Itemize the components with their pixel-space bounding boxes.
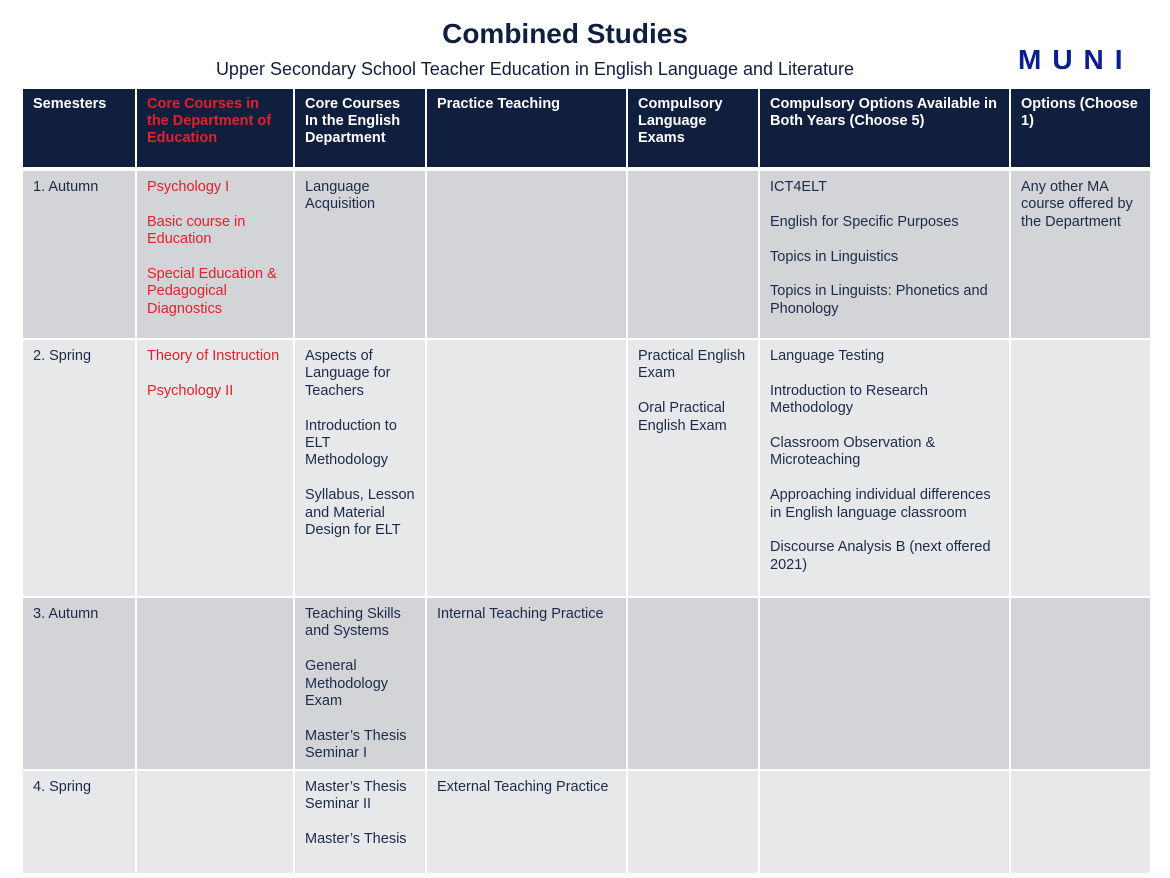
course-item: Any other MA course offered by the Department	[1021, 179, 1133, 230]
cell-english-courses	[294, 770, 426, 874]
cell-education-courses	[136, 169, 294, 339]
course-item: Internal Teaching Practice	[437, 606, 604, 622]
cell-practice-teaching	[426, 339, 627, 597]
muni-logo: MUNI	[1018, 44, 1134, 75]
column-header-exams: Compulsory Language Exams	[627, 89, 759, 169]
course-item: Language Testing	[770, 348, 885, 364]
course-item: External Teaching Practice	[437, 778, 609, 795]
page-title: Combined Studies	[442, 18, 688, 49]
course-item: English for Specific Purposes	[770, 213, 959, 230]
course-item: Psychology I	[147, 179, 230, 195]
course-item: Aspects of Language for Teachers	[305, 348, 391, 399]
cell-semester: 1. Autumn	[22, 169, 136, 339]
course-item: Discourse Analysis B (next offered 2021)	[770, 539, 991, 573]
course-item: Oral Practical English Exam	[638, 400, 727, 434]
column-header-compulsory-options: Compulsory Options Available in Both Years (Choose 5)	[759, 89, 1010, 169]
cell-semester: 2. Spring	[22, 339, 136, 597]
course-item: Practical English Exam	[638, 348, 746, 382]
cell-options	[1010, 597, 1151, 770]
course-item: Classroom Observation & Microteaching	[770, 435, 936, 469]
column-header-semesters: Semesters	[22, 89, 136, 169]
cell-english-courses	[294, 169, 426, 339]
course-item: Theory of Instruction	[147, 348, 280, 364]
cell-options	[1010, 770, 1151, 874]
column-header-english: Core Courses In the English Department	[294, 89, 426, 169]
course-item: Topics in Linguistics	[770, 248, 899, 265]
cell-english-courses	[294, 597, 426, 770]
cell-semester: 3. Autumn	[22, 597, 136, 770]
cell-language-exams	[627, 770, 759, 874]
course-item: Master’s Thesis	[305, 830, 407, 847]
table-row	[22, 597, 1151, 770]
course-item: Teaching Skills and Systems	[305, 606, 401, 640]
cell-compulsory-options	[759, 339, 1010, 597]
column-header-education: Core Courses in the Department of Education	[136, 89, 294, 169]
course-item: Master’s Thesis Seminar I	[305, 727, 407, 762]
column-header-options: Options (Choose 1)	[1010, 89, 1151, 169]
course-item: Introduction to Research Methodology	[770, 382, 928, 417]
course-item: Special Education & Pedagogical Diagnostics	[147, 266, 277, 317]
course-item: Language Acquisition	[305, 179, 376, 213]
cell-language-exams	[627, 597, 759, 770]
course-item: Psychology II	[147, 382, 234, 399]
table-header-row	[22, 89, 1151, 169]
cell-education-courses	[136, 339, 294, 597]
cell-compulsory-options	[759, 597, 1010, 770]
cell-language-exams	[627, 169, 759, 339]
column-header-practice: Practice Teaching	[426, 89, 627, 169]
cell-practice-teaching	[426, 770, 627, 874]
course-item: General Methodology Exam	[305, 658, 389, 710]
cell-compulsory-options	[759, 169, 1010, 339]
cell-english-courses	[294, 339, 426, 597]
cell-options	[1010, 339, 1151, 597]
cell-education-courses	[136, 770, 294, 874]
course-item: Approaching individual differences in English language classroom	[770, 487, 991, 521]
course-item: Master’s Thesis Seminar II	[305, 778, 407, 813]
cell-options	[1010, 169, 1151, 339]
curriculum-table	[21, 89, 1152, 875]
table-row	[22, 339, 1151, 597]
course-item: Introduction to ELT Methodology	[305, 417, 397, 469]
page-subtitle: Upper Secondary School Teacher Education in English Language and Literature	[215, 59, 855, 79]
course-item: Basic course in Education	[147, 213, 246, 248]
course-item: Topics in Linguists: Phonetics and Phonology	[770, 283, 988, 317]
cell-compulsory-options	[759, 770, 1010, 874]
table-row	[22, 169, 1151, 339]
cell-language-exams	[627, 339, 759, 597]
course-item: Syllabus, Lesson and Material Design for ELT	[305, 487, 415, 539]
cell-practice-teaching	[426, 169, 627, 339]
cell-education-courses	[136, 597, 294, 770]
cell-semester: 4. Spring	[22, 770, 136, 874]
table-row	[22, 770, 1151, 874]
course-item: ICT4ELT	[770, 179, 827, 195]
cell-practice-teaching	[426, 597, 627, 770]
